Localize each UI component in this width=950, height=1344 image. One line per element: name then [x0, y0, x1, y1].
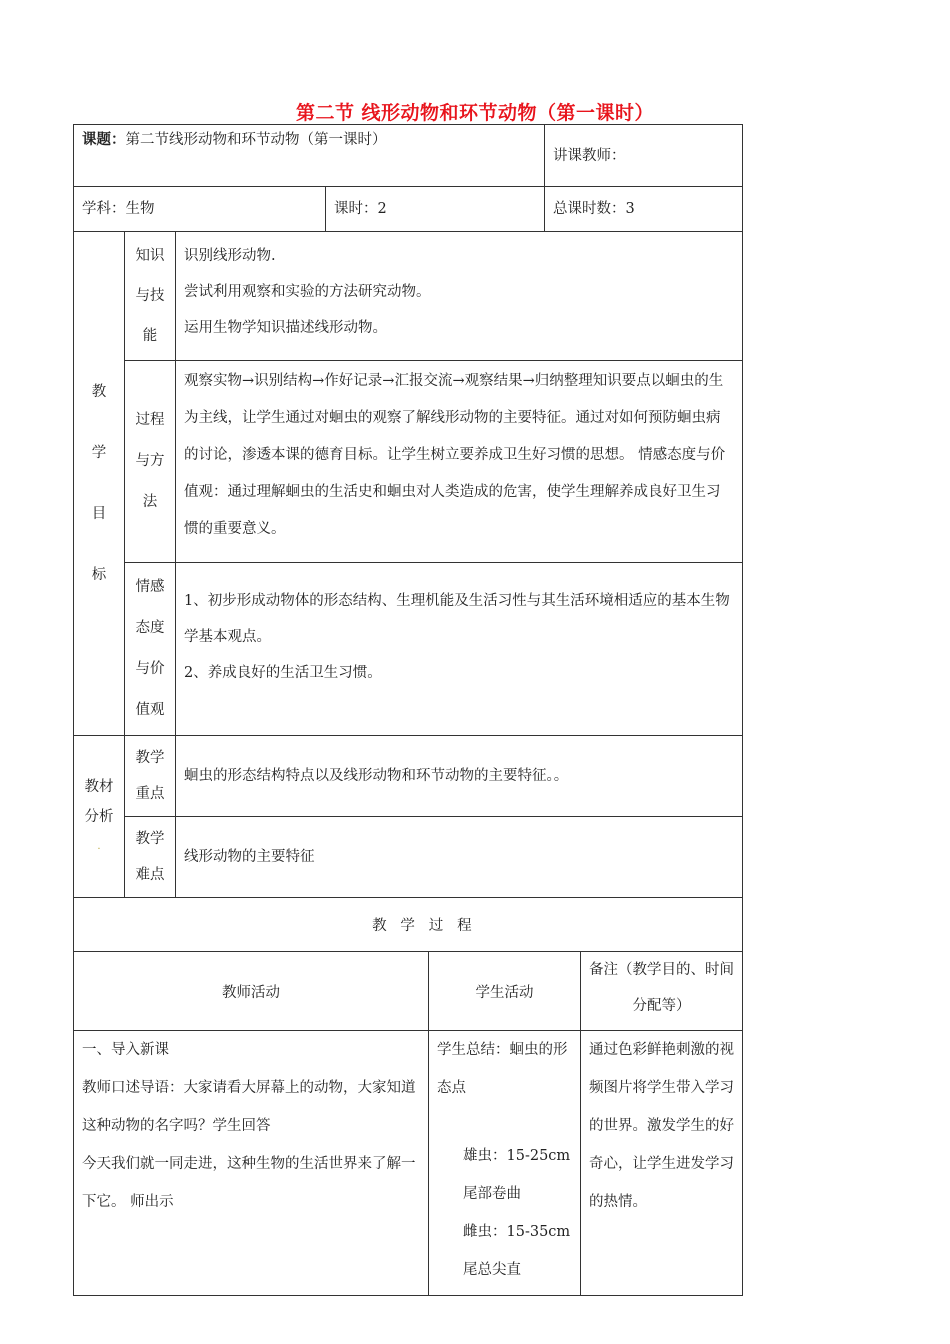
process-header [74, 898, 743, 952]
student-line: 学生总结：蛔虫的形态点 [437, 1042, 568, 1096]
emotion-line: 2、养成良好的生活卫生习惯。 [184, 665, 382, 681]
topic-cell [74, 125, 545, 187]
teacher-line: 一、导入新课 [82, 1042, 169, 1058]
obj-char-1: 教 [91, 383, 107, 400]
process-header-text: 教 学 过 程 [372, 918, 472, 934]
topic-value: 第二节线形动物和环节动物（第一课时） [125, 132, 387, 148]
student-line: 雌虫：15-35cm 尾总尖直 [463, 1224, 571, 1278]
col-notes-header [581, 952, 743, 1031]
knowledge-content [176, 232, 743, 361]
subject-cell [74, 187, 326, 232]
teacher-cell [545, 125, 743, 187]
knowledge-line: 识别线形动物. [184, 248, 276, 264]
lesson-plan-table [73, 124, 743, 1296]
total-hours-text: 总课时数：3 [553, 201, 635, 217]
key-text: 蛔虫的形态结构特点以及线形动物和环节动物的主要特征。。 [184, 768, 569, 784]
col-teacher-text: 教师活动 [222, 984, 280, 1001]
process-content [176, 361, 743, 563]
label-line: 与方 [135, 453, 165, 469]
process-label [125, 361, 176, 563]
label-line: 法 [142, 494, 158, 510]
teacher-line: 今天我们就一同走进，这种生物的生活世界来了解一下它。 师出示 [82, 1156, 416, 1210]
student-line: 雄虫：15-25cm 尾部卷曲 [463, 1148, 571, 1202]
teacher-line: 教师口述导语：大家请看大屏幕上的动物，大家知道这种动物的名字吗？学生回答 [82, 1080, 416, 1134]
label-line: 与技 [135, 288, 165, 304]
row1-notes [581, 1031, 743, 1296]
key-label [125, 736, 176, 817]
row1-teacher [74, 1031, 429, 1296]
label-line: 值观 [135, 702, 165, 718]
hours-cell [326, 187, 545, 232]
label-line: 过程 [135, 412, 165, 428]
difficulty-content [176, 817, 743, 898]
label-line: 能 [142, 328, 158, 344]
emotion-label [125, 563, 176, 736]
key-content [176, 736, 743, 817]
decorative-dot: . [97, 840, 101, 852]
label-line: 教学 [135, 750, 165, 766]
col-student-text: 学生活动 [475, 984, 534, 1001]
hours-text: 课时：2 [334, 201, 387, 217]
label-line: 难点 [135, 867, 165, 883]
knowledge-line: 运用生物学知识描述线形动物。 [184, 320, 387, 336]
col-teacher-header [74, 952, 429, 1031]
process-text: 观察实物→识别结构→作好记录→汇报交流→观察结果→归纳整理知识要点以蛔虫的生为主线，让学生通过对蛔虫的观察了解线形动物的主要特征。通过对如何预防蛔虫病的讨论，渗透本课的德育目标。让学生树立要养成卫生好习惯的思想。 情感态度与价值观：通过理解蛔虫的生活史和蛔虫对人类造成的危害，使学生理解养成良好卫生习惯的重要意义。 [184, 373, 726, 537]
knowledge-line: 尝试利用观察和实验的方法研究动物。 [184, 284, 431, 300]
knowledge-label [125, 232, 176, 361]
teacher-label: 讲课教师： [553, 147, 626, 164]
difficulty-label [125, 817, 176, 898]
page-title: 第二节 线形动物和环节动物（第一课时） [295, 102, 655, 124]
label-line: 情感 [135, 579, 165, 595]
analysis-group-label [74, 736, 125, 898]
label-line: 重点 [135, 786, 165, 802]
difficulty-text: 线形动物的主要特征 [184, 849, 315, 865]
objectives-group-label [74, 232, 125, 736]
label-line: 与价 [135, 661, 165, 677]
col-student-header [429, 952, 581, 1031]
notes-text: 通过色彩鲜艳刺激的视频图片将学生带入学习的世界。激发学生的好奇心，让学生进发学习的热情。 [589, 1042, 735, 1210]
total-hours-cell [545, 187, 743, 232]
obj-char-4: 标 [91, 566, 107, 583]
label-line: 教材 [84, 778, 114, 795]
obj-char-2: 学 [91, 444, 107, 461]
emotion-content [176, 563, 743, 736]
label-line: 分析 [84, 808, 114, 825]
label-line: 教学 [135, 831, 165, 847]
topic-label: 课题： [82, 132, 126, 148]
label-line: 态度 [135, 620, 165, 636]
emotion-line: 1、初步形成动物体的形态结构、生理机能及生活习性与其生活环境相适应的基本生物学基本观点。 [184, 593, 730, 645]
col-notes-text: 备注（教学目的、时间分配等） [589, 962, 735, 1014]
row1-student [429, 1031, 581, 1296]
label-line: 知识 [135, 248, 165, 264]
subject-text: 学科：生物 [82, 201, 155, 217]
obj-char-3: 目 [91, 505, 107, 522]
